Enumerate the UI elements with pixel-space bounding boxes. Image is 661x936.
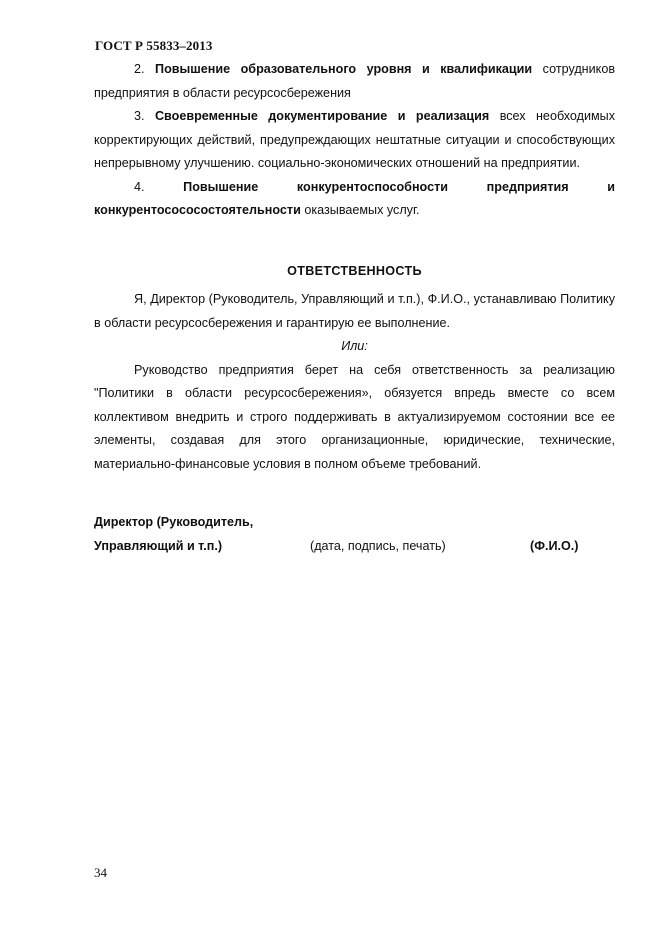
item-number: 2. <box>134 62 145 76</box>
item-bold-text: Своевременные документирование и реализация <box>154 109 490 123</box>
item-text: сотрудников предприятия в области ресурсосбережения <box>94 62 616 100</box>
alternative-label: Или: <box>341 339 368 353</box>
policy-item-2 <box>94 58 615 105</box>
page-number: 34 <box>94 865 107 880</box>
section-title: ОТВЕТСТВЕННОСТЬ <box>287 263 422 278</box>
management-paragraph: Руководство предприятия берет на себя ответственность за реализацию "Политики в области ресурсосбережения», обязуется впредь вместе со всем коллективом внедрить и строго поддерживать в актуализируемом состоянии все ее элементы, создавая для этого организационные, юридические, технические, материально-финансовые условия в полном объеме требований. <box>94 362 615 471</box>
item-text: оказываемых услуг. <box>300 203 420 217</box>
item-number: 4. <box>134 179 145 194</box>
signature-placeholder: (дата, подпись, печать) <box>310 539 446 553</box>
item-bold-text: Повышение конкурентоспособности предприятия и конкурентосососостоятельности <box>94 179 615 217</box>
standard-header: ГОСТ Р 55833–2013 <box>95 38 213 53</box>
signature-block <box>94 510 615 558</box>
item-bold-text: Повышение образовательного уровня и квалификации <box>155 62 533 76</box>
name-placeholder: (Ф.И.О.) <box>530 539 579 553</box>
signatory-title-line2: Управляющий и т.п.) <box>94 539 223 553</box>
policy-item-4 <box>94 176 615 223</box>
item-number: 3. <box>134 109 145 123</box>
signatory-title-line1: Директор (Руководитель, <box>94 515 254 529</box>
item-text: всех необходимых корректирующих действий, предупреждающих нештатные ситуации и способствующих непрерывному улучшению. социально-экономических отношений на предприятии. <box>94 109 616 170</box>
document-body <box>94 58 615 476</box>
responsibility-paragraph: Я, Директор (Руководитель, Управляющий и т.п.), Ф.И.О., устанавливаю Политику в области ресурсосбережения и гарантирую ее выполнение. <box>94 292 615 330</box>
policy-item-3 <box>94 105 615 176</box>
